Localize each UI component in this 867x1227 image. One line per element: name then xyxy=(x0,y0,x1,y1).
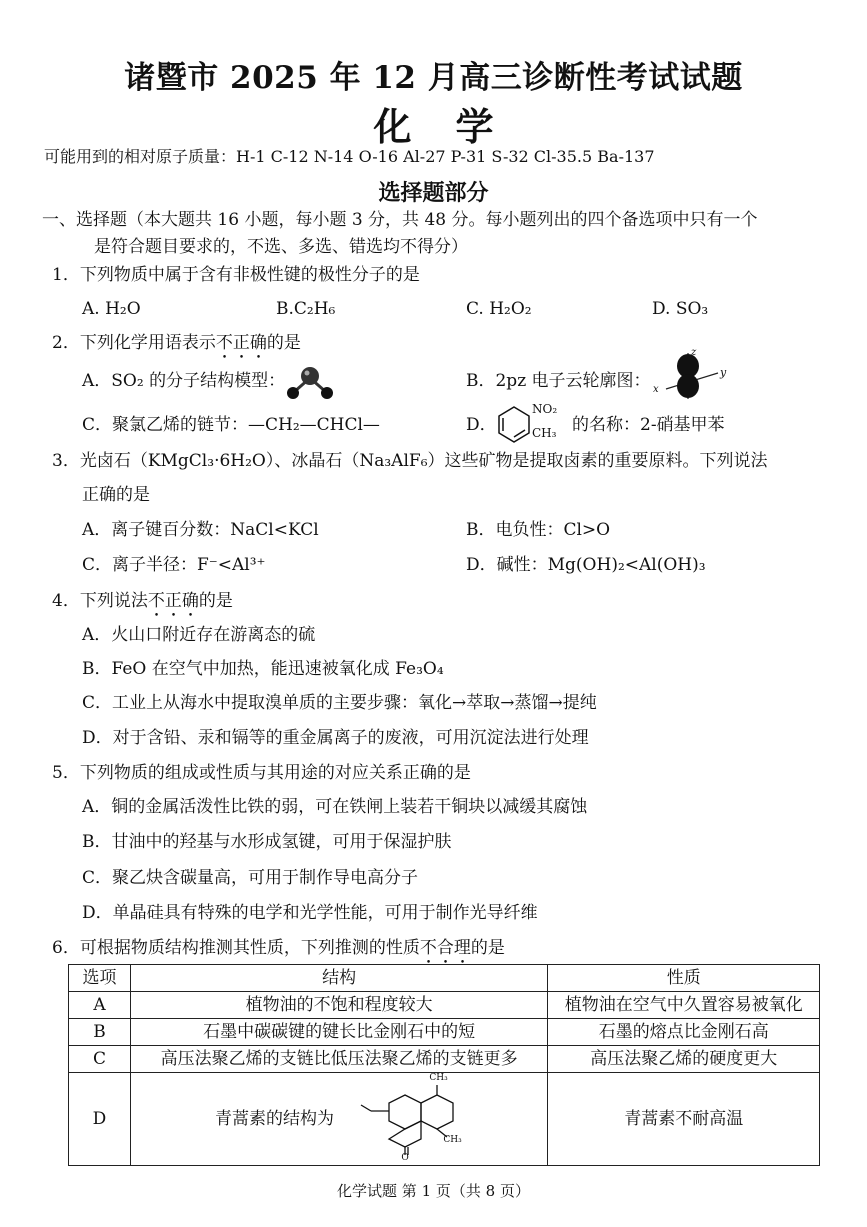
q6-stem-emphasis: 不合理 xyxy=(419,938,471,958)
q1-stem: 1．下列物质中属于含有非极性键的极性分子的是 xyxy=(52,265,420,285)
q1-option-a: A. H₂O xyxy=(82,299,141,319)
q3-option-a: A．离子键百分数：NaCl<KCl xyxy=(82,520,319,540)
q2-option-d-name: 的名称：2-硝基甲苯 xyxy=(572,415,725,435)
page-footer: 化学试题 第 1 页（共 8 页） xyxy=(337,1182,530,1200)
q3-stem-line2: 正确的是 xyxy=(82,485,150,505)
table-row xyxy=(69,1019,820,1046)
axis-x-label: x xyxy=(653,384,659,395)
q1-option-d: D. SO₃ xyxy=(652,299,709,319)
q2-option-d-prefix: D． xyxy=(466,415,497,435)
q3-option-c: C．离子半径：F⁻<Al³⁺ xyxy=(82,555,266,575)
table-cell-structure: 植物油的不饱和程度较大 xyxy=(130,992,548,1019)
table-cell-structure: 高压法聚乙烯的支链比低压法聚乙烯的支链更多 xyxy=(130,1046,548,1073)
axis-y-label: y xyxy=(720,366,727,379)
methyl-label-top: CH₃ xyxy=(429,1073,448,1083)
q4-stem-emphasis: 不正确 xyxy=(147,591,199,611)
artemisinin-structure xyxy=(343,1075,463,1163)
q2-option-c: C．聚氯乙烯的链节：—CH₂—CHCl— xyxy=(82,415,380,435)
q4-stem-pre: 4．下列说法 xyxy=(52,591,148,611)
subject-title: 化学 xyxy=(373,104,538,149)
table-cell-property: 石墨的熔点比金刚石高 xyxy=(548,1019,820,1046)
axis-z-label: z xyxy=(691,347,697,358)
section-title: 选择题部分 xyxy=(378,180,489,206)
table-cell-property: 植物油在空气中久置容易被氧化 xyxy=(548,992,820,1019)
q6-stem-post: 的是 xyxy=(470,938,505,958)
q4-stem-post: 的是 xyxy=(198,591,233,611)
nitro-group-label: NO₂ xyxy=(532,402,558,416)
q2-stem-emphasis: 不正确 xyxy=(215,333,267,353)
atomic-masses: 可能用到的相对原子质量：H-1 C-12 N-14 O-16 Al-27 P-31 S-32 Cl-35.5 Ba-137 xyxy=(44,147,655,166)
q2-stem xyxy=(52,332,301,363)
q2-stem-pre: 2．下列化学用语表示 xyxy=(52,333,216,353)
q1-option-b: B.C₂H₆ xyxy=(276,299,336,319)
table-cell-property: 高压法聚乙烯的硬度更大 xyxy=(548,1046,820,1073)
artemisinin-skeleton-icon xyxy=(343,1075,463,1163)
exam-title: 诸暨市 2025 年 12 月高三诊断性考试试题 xyxy=(124,60,743,96)
table-cell-option: A xyxy=(69,992,131,1019)
q4-stem xyxy=(52,590,233,621)
table-row xyxy=(69,992,820,1019)
q4-option-d: D．对于含铅、汞和镉等的重金属离子的废液，可用沉淀法进行处理 xyxy=(82,728,589,748)
table-cell-option: D xyxy=(69,1073,131,1166)
q5-option-c: C．聚乙炔含碳量高，可用于制作导电高分子 xyxy=(82,868,419,888)
q1-option-c: C. H₂O₂ xyxy=(466,299,532,319)
q5-option-b: B．甘油中的羟基与水形成氢键，可用于保湿护肤 xyxy=(82,832,452,852)
q5-stem: 5．下列物质的组成或性质与其用途的对应关系正确的是 xyxy=(52,763,471,783)
q4-option-b: B．FeO 在空气中加热，能迅速被氧化成 Fe₃O₄ xyxy=(82,659,444,679)
q2-option-a: A．SO₂ 的分子结构模型： xyxy=(82,371,286,391)
q4-option-a: A．火山口附近存在游离态的硫 xyxy=(82,625,316,645)
benzene-ring-icon xyxy=(494,404,534,444)
so2-ball-model-icon xyxy=(284,358,336,400)
q2-stem-post: 的是 xyxy=(266,333,301,353)
table-header-cell: 选项 xyxy=(69,965,131,992)
q2-option-b: B．2pz 电子云轮廓图： xyxy=(466,371,651,391)
methyl-label-bottom: CH₃ xyxy=(443,1135,462,1145)
table-cell-structure: 石墨中碳碳键的键长比金刚石中的短 xyxy=(130,1019,548,1046)
table-cell-structure xyxy=(130,1073,548,1166)
q6-stem-pre: 6．可根据物质结构推测其性质，下列推测的性质 xyxy=(52,938,420,958)
structure-text: 青蒿素的结构为 xyxy=(214,1109,334,1129)
section-intro-line2: 是符合题目要求的，不选、多选、错选均不得分） xyxy=(94,237,468,257)
table-header-cell: 性质 xyxy=(548,965,820,992)
p-orbital-diagram xyxy=(648,349,738,401)
table-header-cell: 结构 xyxy=(130,965,548,992)
q3-option-d: D．碱性：Mg(OH)₂<Al(OH)₃ xyxy=(466,555,706,575)
q4-option-c: C．工业上从海水中提取溴单质的主要步骤：氧化→萃取→蒸馏→提纯 xyxy=(82,693,597,713)
section-intro-line1: 一、选择题（本大题共 16 小题，每小题 3 分，共 48 分。每小题列出的四个备选项中只有一个 xyxy=(42,210,758,230)
methyl-group-label: CH₃ xyxy=(532,426,557,440)
table-cell-option: B xyxy=(69,1019,131,1046)
table-cell-option: C xyxy=(69,1046,131,1073)
table-header-row xyxy=(69,965,820,992)
q6-table xyxy=(68,964,820,1166)
q3-stem-line1: 3．光卤石（KMgCl₃·6H₂O）、冰晶石（Na₃AlF₆）这些矿物是提取卤素的重要原料。下列说法 xyxy=(52,451,768,471)
table-cell-property: 青蒿素不耐高温 xyxy=(548,1073,820,1166)
q3-option-b: B．电负性：Cl>O xyxy=(466,520,611,540)
q5-option-d: D．单晶硅具有特殊的电学和光学性能，可用于制作光导纤维 xyxy=(82,903,538,923)
table-row xyxy=(69,1073,820,1166)
table-row xyxy=(69,1046,820,1073)
q5-option-a: A．铜的金属活泼性比铁的弱，可在铁闸上装若干铜块以减缓其腐蚀 xyxy=(82,797,588,817)
carbonyl-oxygen-label: O xyxy=(401,1153,409,1163)
nitrotoluene-structure xyxy=(494,402,570,446)
